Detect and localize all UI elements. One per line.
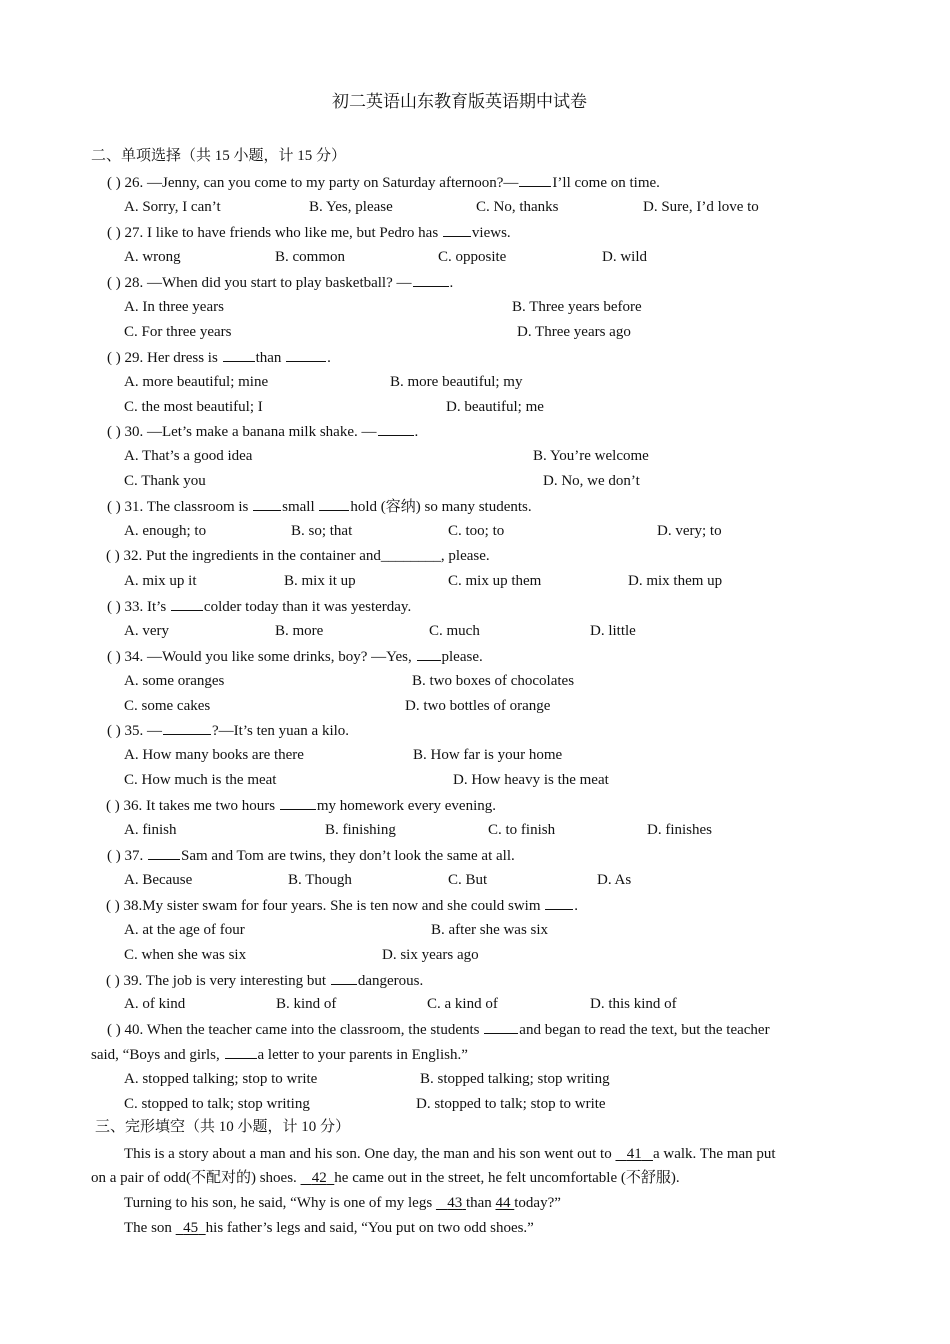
- question-stem: please.: [441, 649, 483, 665]
- option-c: C. a kind of: [427, 996, 498, 1012]
- question-stem: ( ) 32. Put the ingredients in the container and________, please.: [106, 548, 490, 564]
- option-d: D. stopped to talk; stop to write: [416, 1096, 606, 1112]
- cloze-blank-45: [176, 1220, 206, 1236]
- answer-blank: [280, 795, 316, 810]
- cloze-text: The son: [124, 1220, 172, 1236]
- cloze-number: 44: [495, 1195, 511, 1211]
- option-c: C. the most beautiful; I: [124, 399, 263, 415]
- option-a: A. Because: [124, 872, 193, 888]
- option-b: B. How far is your home: [413, 747, 563, 763]
- question-stem: ( ) 34. —Would you like some drinks, boy? —Yes,: [107, 649, 412, 665]
- answer-blank: [319, 496, 349, 511]
- option-d: D. Three years ago: [517, 324, 631, 340]
- question-stem: ( ) 29. Her dress is: [107, 350, 218, 366]
- answer-blank: [163, 720, 211, 735]
- option-a: A. stopped talking; stop to write: [124, 1071, 318, 1087]
- question-stem: ( ) 36. It takes me two hours: [106, 798, 276, 814]
- option-c: C. when she was six: [124, 947, 247, 963]
- answer-blank: [413, 272, 449, 287]
- option-c: C. Thank you: [124, 473, 206, 489]
- answer-blank: [331, 970, 357, 985]
- question-40: [107, 1019, 770, 1040]
- question-32: [106, 546, 490, 566]
- answer-blank: [443, 222, 471, 237]
- option-c: C. stopped to talk; stop writing: [124, 1096, 310, 1112]
- cloze-paragraph-line: [124, 1218, 534, 1238]
- option-d: D. wild: [602, 249, 647, 265]
- answer-blank: [171, 596, 203, 611]
- option-b: B. You’re welcome: [533, 448, 649, 464]
- question-stem: ( ) 39. The job is very interesting but: [106, 973, 327, 989]
- question-26: [107, 172, 660, 193]
- option-c: C. How much is the meat: [124, 772, 277, 788]
- answer-blank: [484, 1019, 518, 1034]
- question-stem: ?—It’s ten yuan a kilo.: [212, 723, 350, 739]
- option-c: C. to finish: [488, 822, 556, 838]
- option-b: B. two boxes of chocolates: [412, 673, 575, 689]
- answer-blank: [378, 421, 414, 436]
- option-d: D. Sure, I’d love to: [643, 199, 759, 215]
- section-heading-multiple-choice: 二、单项选择（共 15 小题，计 15 分）: [91, 148, 347, 164]
- option-b: B. Three years before: [512, 299, 642, 315]
- option-c: C. too; to: [448, 523, 505, 539]
- question-stem: ( ) 40. When the teacher came into the classroom, the students: [107, 1022, 480, 1038]
- option-b: B. after she was six: [431, 922, 549, 938]
- question-stem: views.: [471, 225, 511, 241]
- option-a: A. wrong: [124, 249, 181, 265]
- question-33: [107, 596, 411, 617]
- option-a: A. more beautiful; mine: [124, 374, 269, 390]
- option-b: B. so; that: [291, 523, 353, 539]
- option-b: B. more: [275, 623, 324, 639]
- option-d: D. little: [590, 623, 636, 639]
- option-a: A. How many books are there: [124, 747, 304, 763]
- question-stem: ( ) 37.: [107, 848, 144, 864]
- question-31: [107, 496, 532, 517]
- option-b: B. mix it up: [284, 573, 356, 589]
- cloze-paragraph-line: [124, 1144, 776, 1164]
- cloze-text: on a pair of odd(不配对的) shoes.: [91, 1170, 297, 1186]
- question-39: [106, 970, 423, 991]
- question-27: [107, 222, 511, 243]
- cloze-number: 41: [626, 1146, 642, 1162]
- cloze-text: This is a story about a man and his son. One day, the man and his son went out to: [124, 1146, 612, 1162]
- answer-blank: [148, 845, 180, 860]
- section-heading-cloze: 三、完形填空（共 10 小题，计 10 分）: [95, 1119, 351, 1135]
- cloze-text: his father’s legs and said, “You put on two odd shoes.”: [205, 1220, 534, 1236]
- question-stem: .: [327, 350, 331, 366]
- question-stem: small: [282, 499, 315, 515]
- answer-blank: [519, 172, 551, 187]
- cloze-blank-44: [496, 1195, 515, 1211]
- option-d: D. two bottles of orange: [405, 698, 551, 714]
- option-b: B. stopped talking; stop writing: [420, 1071, 610, 1087]
- option-a: A. some oranges: [124, 673, 225, 689]
- question-stem: ( ) 26. —Jenny, can you come to my party on Saturday afternoon?—: [107, 175, 519, 191]
- cloze-number: 45: [183, 1220, 199, 1236]
- question-stem: ( ) 33. It’s: [107, 599, 167, 615]
- answer-blank: [417, 646, 441, 661]
- option-c: C. For three years: [124, 324, 232, 340]
- question-stem: than: [255, 350, 282, 366]
- option-b: B. kind of: [276, 996, 337, 1012]
- option-b: B. finishing: [325, 822, 396, 838]
- option-d: D. beautiful; me: [446, 399, 544, 415]
- option-a: A. Sorry, I can’t: [124, 199, 221, 215]
- option-c: C. But: [448, 872, 488, 888]
- option-a: A. at the age of four: [124, 922, 245, 938]
- question-stem: I’ll come on time.: [552, 175, 660, 191]
- option-b: B. common: [275, 249, 345, 265]
- cloze-text: he came out in the street, he felt uncomfortable (不舒服).: [334, 1170, 680, 1186]
- question-stem: dangerous.: [357, 973, 424, 989]
- option-d: D. How heavy is the meat: [453, 772, 609, 788]
- cloze-text: a walk. The man put: [652, 1146, 776, 1162]
- question-stem: said, “Boys and girls,: [91, 1047, 220, 1063]
- answer-blank: [253, 496, 281, 511]
- question-stem: ( ) 28. —When did you start to play basketball? —: [107, 275, 412, 291]
- question-stem: ( ) 30. —Let’s make a banana milk shake. —: [107, 424, 377, 440]
- page-title: 初二英语山东教育版英语期中试卷: [332, 92, 587, 111]
- option-b: B. Yes, please: [309, 199, 393, 215]
- option-d: D. finishes: [647, 822, 712, 838]
- option-d: D. No, we don’t: [543, 473, 640, 489]
- option-c: C. some cakes: [124, 698, 211, 714]
- answer-blank: [286, 347, 326, 362]
- question-stem: .: [414, 424, 419, 440]
- option-a: A. enough; to: [124, 523, 207, 539]
- option-d: D. this kind of: [590, 996, 677, 1012]
- cloze-blank-43: [436, 1195, 466, 1211]
- question-stem: ( ) 27. I like to have friends who like me, but Pedro has: [107, 225, 439, 241]
- cloze-number: 43: [447, 1195, 463, 1211]
- question-stem: ( ) 38.My sister swam for four years. She is ten now and she could swim: [106, 898, 541, 914]
- option-d: D. very; to: [657, 523, 722, 539]
- question-stem: a letter to your parents in English.”: [257, 1047, 468, 1063]
- option-c: C. mix up them: [448, 573, 542, 589]
- option-a: A. mix up it: [124, 573, 197, 589]
- answer-blank: [545, 895, 573, 910]
- question-stem: ( ) 31. The classroom is: [107, 499, 249, 515]
- question-37: [107, 845, 515, 866]
- option-d: D. mix them up: [628, 573, 723, 589]
- question-stem: my homework every evening.: [316, 798, 497, 814]
- question-stem: hold (容纳) so many students.: [350, 499, 532, 515]
- question-29: [107, 347, 331, 368]
- option-c: C. opposite: [438, 249, 507, 265]
- question-stem: and began to read the text, but the teacher: [519, 1022, 770, 1038]
- option-a: A. very: [124, 623, 169, 639]
- question-38: [106, 895, 578, 916]
- question-stem: Sam and Tom are twins, they don’t look the same at all.: [181, 848, 515, 864]
- option-a: A. finish: [124, 822, 177, 838]
- option-c: C. No, thanks: [476, 199, 559, 215]
- option-b: B. Though: [288, 872, 352, 888]
- question-30: [107, 421, 418, 442]
- option-a: A. of kind: [124, 996, 186, 1012]
- cloze-paragraph-line: [91, 1168, 680, 1188]
- cloze-blank-42: [301, 1170, 335, 1186]
- option-d: D. six years ago: [382, 947, 479, 963]
- question-stem: ( ) 35. —: [107, 723, 162, 739]
- cloze-text: today?”: [514, 1195, 561, 1211]
- option-c: C. much: [429, 623, 480, 639]
- answer-blank: [225, 1044, 257, 1059]
- option-b: B. more beautiful; my: [390, 374, 523, 390]
- cloze-text: Turning to his son, he said, “Why is one of my legs: [124, 1195, 433, 1211]
- option-d: D. As: [597, 872, 632, 888]
- cloze-number: 42: [311, 1170, 327, 1186]
- question-36: [106, 795, 496, 816]
- question-stem: .: [449, 275, 454, 291]
- question-35: [107, 720, 349, 741]
- cloze-blank-41: [615, 1146, 653, 1162]
- question-40-continued: [91, 1044, 468, 1065]
- cloze-text: than: [465, 1195, 492, 1211]
- question-28: [107, 272, 453, 293]
- question-stem: .: [574, 898, 579, 914]
- option-a: A. That’s a good idea: [124, 448, 253, 464]
- question-stem: colder today than it was yesterday.: [203, 599, 412, 615]
- question-34: [107, 646, 483, 667]
- answer-blank: [223, 347, 255, 362]
- cloze-paragraph-line: [124, 1193, 561, 1213]
- option-a: A. In three years: [124, 299, 224, 315]
